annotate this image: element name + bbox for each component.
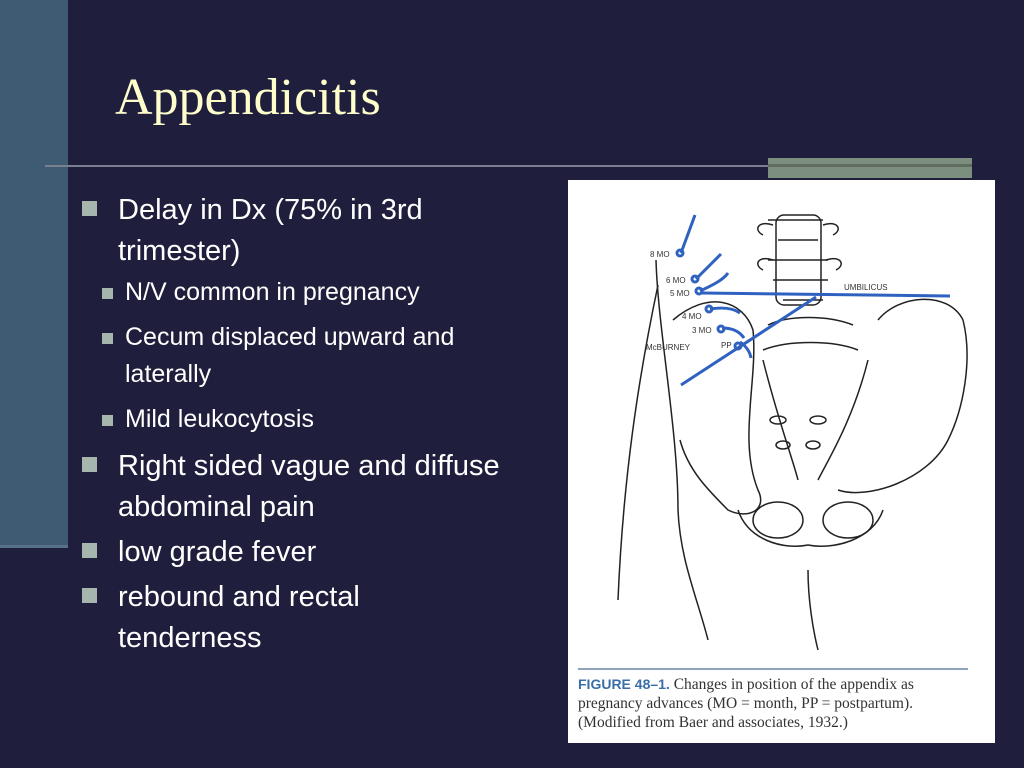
bullet-square-icon bbox=[82, 588, 97, 603]
sub-bullet-item bbox=[80, 401, 500, 438]
sub-bullet-text: Cecum displaced upward and laterally bbox=[125, 323, 455, 388]
sub-bullet-item bbox=[80, 274, 500, 311]
left-decor-bar bbox=[0, 0, 68, 545]
label-8mo: 8 MO bbox=[650, 250, 670, 259]
sub-bullet-text: Mild leukocytosis bbox=[125, 405, 314, 433]
bullet-square-icon bbox=[82, 543, 97, 558]
pelvis-illustration bbox=[568, 180, 995, 660]
bullet-item bbox=[80, 577, 500, 659]
accent-bar bbox=[768, 158, 972, 178]
bullet-item bbox=[80, 532, 500, 573]
bullet-square-icon bbox=[82, 457, 97, 472]
bullet-item bbox=[80, 190, 500, 438]
sub-bullet-text: N/V common in pregnancy bbox=[125, 278, 420, 306]
label-pp: PP bbox=[721, 341, 732, 350]
figure-caption bbox=[578, 668, 968, 732]
label-6mo: 6 MO bbox=[666, 276, 686, 285]
bullet-square-icon bbox=[82, 201, 97, 216]
bullet-text: Delay in Dx (75% in 3rd trimester) bbox=[118, 194, 423, 267]
bullet-square-icon bbox=[102, 288, 113, 299]
bullet-text: Right sided vague and diffuse abdominal pain bbox=[118, 450, 500, 523]
accent-bar-line bbox=[768, 164, 972, 167]
sub-bullet-item bbox=[80, 319, 500, 393]
label-5mo: 5 MO bbox=[670, 289, 690, 298]
bullet-square-icon bbox=[102, 415, 113, 426]
label-3mo: 3 MO bbox=[692, 326, 712, 335]
label-umbilicus: UMBILICUS bbox=[844, 283, 888, 292]
label-mcburney: McBURNEY bbox=[646, 343, 691, 352]
bullet-text: rebound and rectal tenderness bbox=[118, 581, 360, 654]
appendix-position-figure bbox=[568, 180, 995, 743]
slide-title: Appendicitis bbox=[115, 69, 381, 126]
label-4mo: 4 MO bbox=[682, 312, 702, 321]
figure-caption-text: Changes in position of the appendix as pregnancy advances (MO = month, PP = postpartum). (Modified from Baer and associates, 1932.) bbox=[578, 676, 914, 731]
sub-bullet-list bbox=[118, 274, 500, 438]
figure-caption-label: FIGURE 48–1. bbox=[578, 676, 670, 692]
bullet-item bbox=[80, 446, 500, 528]
bullet-list bbox=[80, 190, 500, 663]
bullet-square-icon bbox=[102, 333, 113, 344]
bullet-text: low grade fever bbox=[118, 536, 317, 568]
left-decor-bar-edge bbox=[0, 545, 68, 548]
